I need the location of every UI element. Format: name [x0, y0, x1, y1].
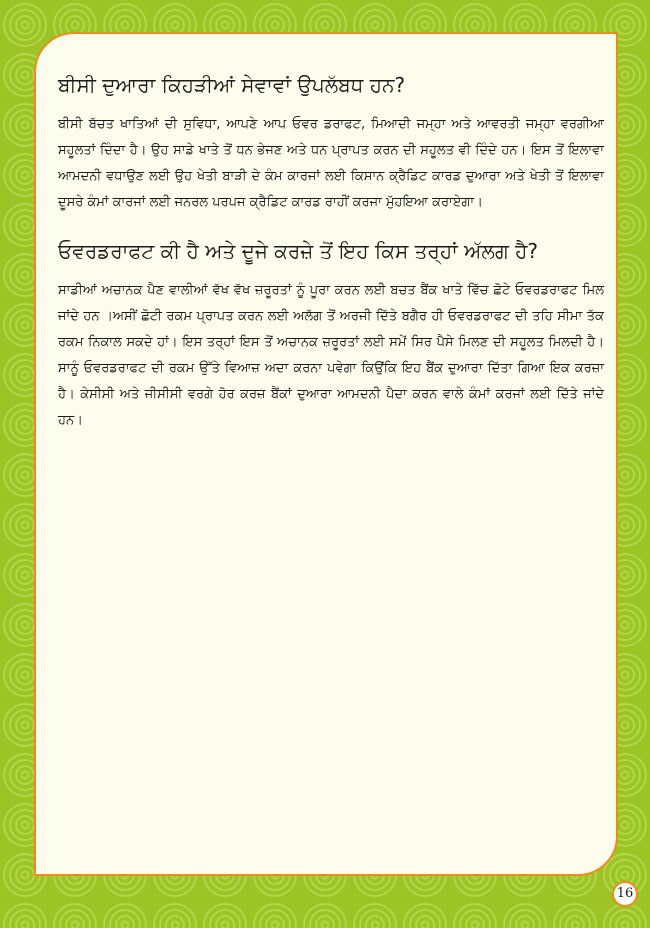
section-heading: ਓਵਰਡਰਾਫਟ ਕੀ ਹੈ ਅਤੇ ਦੂਜੇ ਕਰਜ਼ੇ ਤੋਂ ਇਹ ਕਿਸ ਤਰ੍ਹਾਂ ਅੱਲਗ ਹੈ?	[58, 239, 539, 263]
section-bc-services	[58, 70, 604, 216]
section-overdraft	[58, 236, 604, 434]
content-card	[34, 32, 618, 876]
section-heading: ਬੀਸੀ ਦੁਆਰਾ ਕਿਹੜੀਆਂ ਸੇਵਾਵਾਂ ਉਪਲੱਬਧ ਹਨ?	[58, 73, 406, 97]
section-paragraph: ਸਾਡੀਆਂ ਅਚਾਨਕ ਪੈਣ ਵਾਲੀਆਂ ਵੱਖ ਵੱਖ ਜ਼ਰੂਰਤਾਂ ਨੂੰ ਪੂਰਾ ਕਰਨ ਲਈ ਬਚਤ ਬੈਂਕ ਖਾਤੇ ਵਿੱਚ ਛੋਟੇ ਓਵਰਡਰਾਫਟ ਮਿਲ ਜਾਂਦੇ ਹਨ ।ਅਸੀਂ ਛੋਟੀ ਰਕਮ ਪ੍ਰਾਪਤ ਕਰਨ ਲਈ ਅਲੱਗ ਤੋਂ ਅਰਜੀ ਦਿੱਤੇ ਬਗੈਰ ਹੀ ਓਵਰਡਰਾਫਟ ਦੀ ਤਹਿ ਸੀਮਾ ਤੱਕ ਰਕਮ ਨਿਕਾਲ ਸਕਦੇ ਹਾਂ। ਇਸ ਤਰ੍ਹਾਂ ਇਸ ਤੋਂ ਅਚਾਨਕ ਜ਼ਰੂਰਤਾਂ ਲਈ ਸਮੇਂ ਸਿਰ ਪੈਸੇ ਮਿਲਣ ਦੀ ਸਹੂਲਤ ਮਿਲਦੀ ਹੈ। ਸਾਨੂੰ ਓਵਰਡਰਾਫਟ ਦੀ ਰਕਮ ਉੱਤੇ ਵਿਆਜ਼ ਅਦਾ ਕਰਨਾ ਪਵੇਗਾ ਕਿਉਂਕਿ ਇਹ ਬੈਂਕ ਦੁਆਰਾ ਦਿੱਤਾ ਗਿਆ ਇਕ ਕਰਜ਼ਾ ਹੈ। ਕੇਸੀਸੀ ਅਤੇ ਜੀਸੀਸੀ ਵਰਗੇ ਹੋਰ ਕਰਜ਼ ਬੈਂਕਾਂ ਦੁਆਰਾ ਆਮਦਨੀ ਪੈਦਾ ਕਰਨ ਵਾਲੇ ਕੰਮਾਂ ਕਰਜਾਂ ਲਈ ਦਿੱਤੇ ਜਾਂਦੇ ਹਨ।	[58, 283, 604, 428]
content-area	[58, 70, 604, 454]
section-paragraph: ਬੀਸੀ ਬੱਚਤ ਖਾਤਿਆਂ ਦੀ ਸੁਵਿਧਾ, ਆਪਣੇ ਆਪ ਓਵਰ ਡਰਾਫਟ, ਮਿਆਦੀ ਜਮ੍ਹਾ ਅਤੇ ਆਵਰਤੀ ਜਮ੍ਹਾ ਵਰਗੀਆ ਸਹੂਲਤਾਂ ਦਿੰਦਾ ਹੈ। ਉਹ ਸਾਡੇ ਖਾਤੇ ਤੋਂ ਧਨ ਭੇਜਣ ਅਤੇ ਧਨ ਪ੍ਰਾਪਤ ਕਰਨ ਦੀ ਸਹੂਲਤ ਵੀ ਦਿੰਦੇ ਹਨ। ਇਸ ਤੋਂ ਇਲਾਵਾ ਆਮਦਨੀ ਵਧਾਉਣ ਲਈ ਉਹ ਖੇਤੀ ਬਾੜੀ ਦੇ ਕੰਮ ਕਾਰਜਾਂ ਲਈ ਕਿਸਾਨ ਕ੍ਰੈਡਿਟ ਕਾਰਡ ਦੁਆਰਾ ਅਤੇ ਖੇਤੀ ਤੋਂ ਇਲਾਵਾ ਦੂਸਰੇ ਕੰਮਾਂ ਕਾਰਜਾਂ ਲਈ ਜਨਰਲ ਪਰਪਜ ਕ੍ਰੈਡਿਟ ਕਾਰਡ ਰਾਹੀਂ ਕਰਜਾ ਮੁੱਹਇਆ ਕਰਾਏਗਾ।	[58, 117, 604, 210]
page-number-badge: 16	[612, 881, 638, 907]
